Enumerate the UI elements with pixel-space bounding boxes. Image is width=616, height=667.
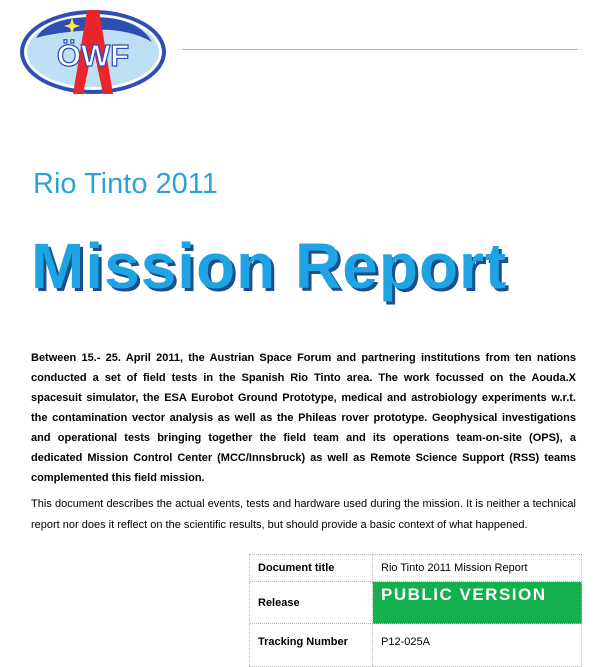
release-badge: PUBLIC VERSION	[373, 582, 582, 624]
abstract-paragraph: Between 15.- 25. April 2011, the Austrian Space Forum and partnering institutions from ten nations conducted a set of field tests in the Spanish Rio Tinto area. The work focussed on the Aouda.X spacesuit simulator, the ESA Eurobot Ground Prototype, medical and astrobiology experiments w.r.t. the contamination vector analysis as well as the Phileas rover prototype. Geophysical investigations and operational tests bringing together the field team and its operations team-on-site (OPS), a dedicated Mission Control Center (MCC/Innsbruck) as well as Remote Science Support (RSS) teams complemented this field mission.	[31, 352, 576, 484]
document-info-table	[249, 554, 582, 667]
svg-text:ÖWF: ÖWF	[56, 38, 130, 73]
tracking-number-value: P12-025A	[373, 624, 582, 667]
cover-subtitle: Rio Tinto 2011	[33, 168, 218, 200]
header-rule	[182, 49, 578, 50]
table-row	[250, 555, 582, 582]
doc-title-value: Rio Tinto 2011 Mission Report	[373, 555, 582, 582]
cover-title: Mission Report	[31, 230, 508, 302]
doc-title-label: Document title	[250, 555, 373, 582]
description-paragraph: This document describes the actual events, tests and hardware used during the mission. It is neither a technical report nor does it reflect on the scientific results, but should provide a basic context of what happened.	[31, 498, 576, 531]
owf-logo	[18, 8, 168, 96]
release-label: Release	[250, 582, 373, 624]
table-row	[250, 582, 582, 624]
tracking-number-label: Tracking Number	[250, 624, 373, 667]
